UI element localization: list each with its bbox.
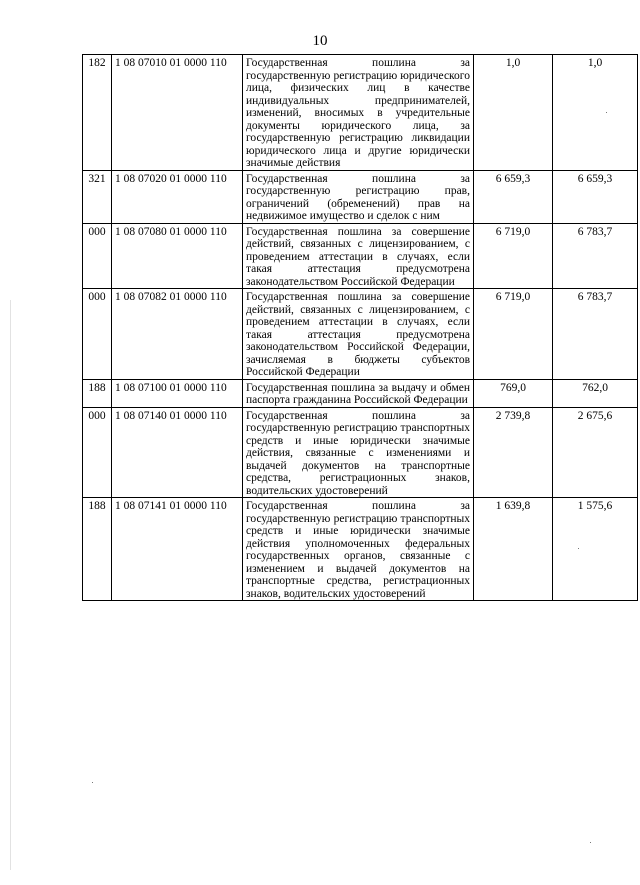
table-row [83, 379, 638, 407]
revenue-table [82, 54, 638, 601]
value-1-cell: 1,0 [474, 55, 553, 171]
admin-code-cell: 000 [83, 407, 112, 498]
table-row [83, 223, 638, 289]
description-cell: Государственная пошлина за совершение действий, связанных с лицензированием, с проведением аттестации в случаях, если такая аттестация предусмотрена законодательством Российской Федерации [243, 223, 474, 289]
budget-code-cell: 1 08 07141 01 0000 110 [112, 498, 243, 601]
admin-code-cell: 188 [83, 379, 112, 407]
value-1-cell: 6 719,0 [474, 289, 553, 380]
table-row [83, 170, 638, 223]
budget-code-cell: 1 08 07140 01 0000 110 [112, 407, 243, 498]
value-2-cell: 6 659,3 [553, 170, 638, 223]
value-1-cell: 769,0 [474, 379, 553, 407]
value-2-cell: 1,0 [553, 55, 638, 171]
value-2-cell: 762,0 [553, 379, 638, 407]
scan-margin-line [10, 300, 11, 870]
admin-code-cell: 182 [83, 55, 112, 171]
description-cell: Государственная пошлина за совершение действий, связанных с лицензированием, с проведением аттестации в случаях, если такая аттестация предусмотрена законодательством Российской Федерации, зачисляемая в бюджеты субъектов Российской Федерации [243, 289, 474, 380]
value-1-cell: 6 719,0 [474, 223, 553, 289]
scan-speck [606, 112, 607, 113]
value-1-cell: 2 739,8 [474, 407, 553, 498]
admin-code-cell: 000 [83, 223, 112, 289]
admin-code-cell: 000 [83, 289, 112, 380]
admin-code-cell: 321 [83, 170, 112, 223]
table-row [83, 55, 638, 171]
budget-code-cell: 1 08 07010 01 0000 110 [112, 55, 243, 171]
value-2-cell: 2 675,6 [553, 407, 638, 498]
value-2-cell: 1 575,6 [553, 498, 638, 601]
budget-code-cell: 1 08 07080 01 0000 110 [112, 223, 243, 289]
budget-code-cell: 1 08 07100 01 0000 110 [112, 379, 243, 407]
budget-code-cell: 1 08 07020 01 0000 110 [112, 170, 243, 223]
value-2-cell: 6 783,7 [553, 289, 638, 380]
scan-speck [92, 782, 93, 783]
description-cell: Государственная пошлина за государственную регистрацию юридического лица, физических лиц в качестве индивидуальных предпринимателей, изменений, вносимых в учредительные документы юридического лица, за государственную регистрацию ликвидации юридического лица и другие юридически значимые действия [243, 55, 474, 171]
description-cell: Государственная пошлина за выдачу и обмен паспорта гражданина Российской Федерации [243, 379, 474, 407]
description-cell: Государственная пошлина за государственную регистрацию транспортных средств и иные юридически значимые действия уполномоченных федеральных государственных органов, связанные с изменением и выдачей документов на транспортные средства, регистрационных знаков, водительских удостоверений [243, 498, 474, 601]
description-cell: Государственная пошлина за государственную регистрацию транспортных средств и иные юридически значимые действия, связанные с изменениями и выдачей документов на транспортные средства, регистрационных знаков, водительских удостоверений [243, 407, 474, 498]
description-cell: Государственная пошлина за государственную регистрацию прав, ограничений (обременений) прав на недвижимое имущество и сделок с ним [243, 170, 474, 223]
table-row [83, 407, 638, 498]
value-1-cell: 1 639,8 [474, 498, 553, 601]
admin-code-cell: 188 [83, 498, 112, 601]
scan-speck [590, 842, 591, 843]
value-1-cell: 6 659,3 [474, 170, 553, 223]
scan-speck [578, 548, 579, 549]
table-row [83, 289, 638, 380]
budget-code-cell: 1 08 07082 01 0000 110 [112, 289, 243, 380]
table-row [83, 498, 638, 601]
page-number: 10 [312, 33, 328, 49]
value-2-cell: 6 783,7 [553, 223, 638, 289]
